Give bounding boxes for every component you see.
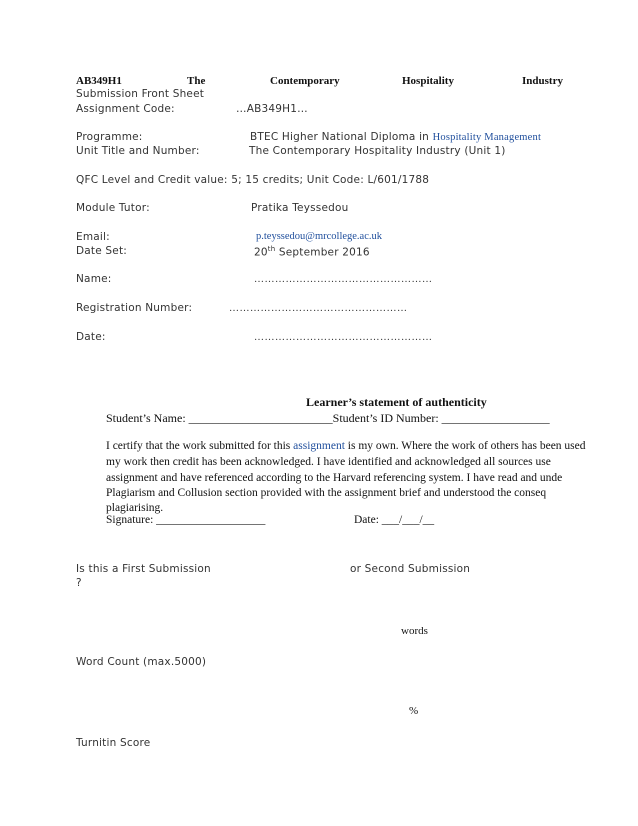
certify-line-2: my work then credit has been acknowledged. I have identified and acknowledged all sources use bbox=[106, 456, 551, 468]
tutor-label: Module Tutor: bbox=[76, 202, 150, 214]
signature-date-field[interactable]: Date: ___/___/__ bbox=[354, 514, 435, 526]
assignment-code-value: …AB349H1… bbox=[236, 103, 308, 115]
registration-label: Registration Number: bbox=[76, 302, 193, 314]
programme-label: Programme: bbox=[76, 131, 143, 143]
certify-line-4: Plagiarism and Collusion section provided with the assignment brief and understood the conseq bbox=[106, 487, 547, 499]
programme-value: BTEC Higher National Diploma in Hospitality Management bbox=[250, 131, 542, 143]
signature-field[interactable]: Signature: ___________________ bbox=[106, 514, 266, 526]
email-link[interactable]: p.teyssedou@mrcollege.ac.uk bbox=[256, 231, 383, 242]
date-field[interactable]: …………………………………………… bbox=[254, 332, 433, 343]
certify-line-1: I certify that the work submitted for this assignment is my own. Where the work of others has been used bbox=[106, 440, 586, 452]
second-submission-label: or Second Submission bbox=[350, 563, 471, 575]
unit-label: Unit Title and Number: bbox=[76, 145, 200, 157]
first-submission-label: Is this a First Submission bbox=[76, 563, 211, 575]
percent-label: % bbox=[409, 705, 419, 717]
title-word-the: The bbox=[187, 75, 206, 87]
tutor-value: Pratika Teyssedou bbox=[251, 202, 349, 214]
certify-line-3: assignment and have referenced according to the Harvard referencing system. I have read and unde bbox=[106, 472, 563, 484]
qfc-line: QFC Level and Credit value: 5; 15 credits; Unit Code: L/601/1788 bbox=[76, 174, 430, 186]
name-label: Name: bbox=[76, 273, 112, 285]
unit-value: The Contemporary Hospitality Industry (Unit 1) bbox=[249, 145, 506, 157]
words-label: words bbox=[401, 625, 428, 637]
name-field[interactable]: …………………………………………… bbox=[254, 274, 433, 285]
date-set-value: 20th September 2016 bbox=[254, 245, 370, 259]
registration-field[interactable]: …………………………………………… bbox=[229, 303, 408, 314]
assignment-link[interactable]: assignment bbox=[293, 440, 345, 452]
date-set-label: Date Set: bbox=[76, 245, 128, 257]
turnitin-label: Turnitin Score bbox=[76, 737, 151, 749]
statement-heading: Learner’s statement of authenticity bbox=[306, 395, 487, 409]
date-label: Date: bbox=[76, 331, 106, 343]
question-mark: ? bbox=[76, 577, 82, 589]
student-line: Student’s Name: ________________________Student’s ID Number: __________________ bbox=[106, 411, 550, 425]
word-count-label: Word Count (max.5000) bbox=[76, 656, 207, 668]
title-word-contemporary: Contemporary bbox=[270, 75, 340, 87]
programme-link[interactable]: Hospitality Management bbox=[432, 132, 542, 143]
title-code: AB349H1 bbox=[76, 75, 122, 87]
title-word-industry: Industry bbox=[522, 75, 563, 87]
front-sheet-heading: Submission Front Sheet bbox=[76, 88, 205, 100]
email-label: Email: bbox=[76, 231, 110, 243]
assignment-code-label: Assignment Code: bbox=[76, 103, 175, 115]
certify-line-5: plagiarising. bbox=[106, 502, 164, 514]
title-word-hospitality: Hospitality bbox=[402, 75, 454, 87]
